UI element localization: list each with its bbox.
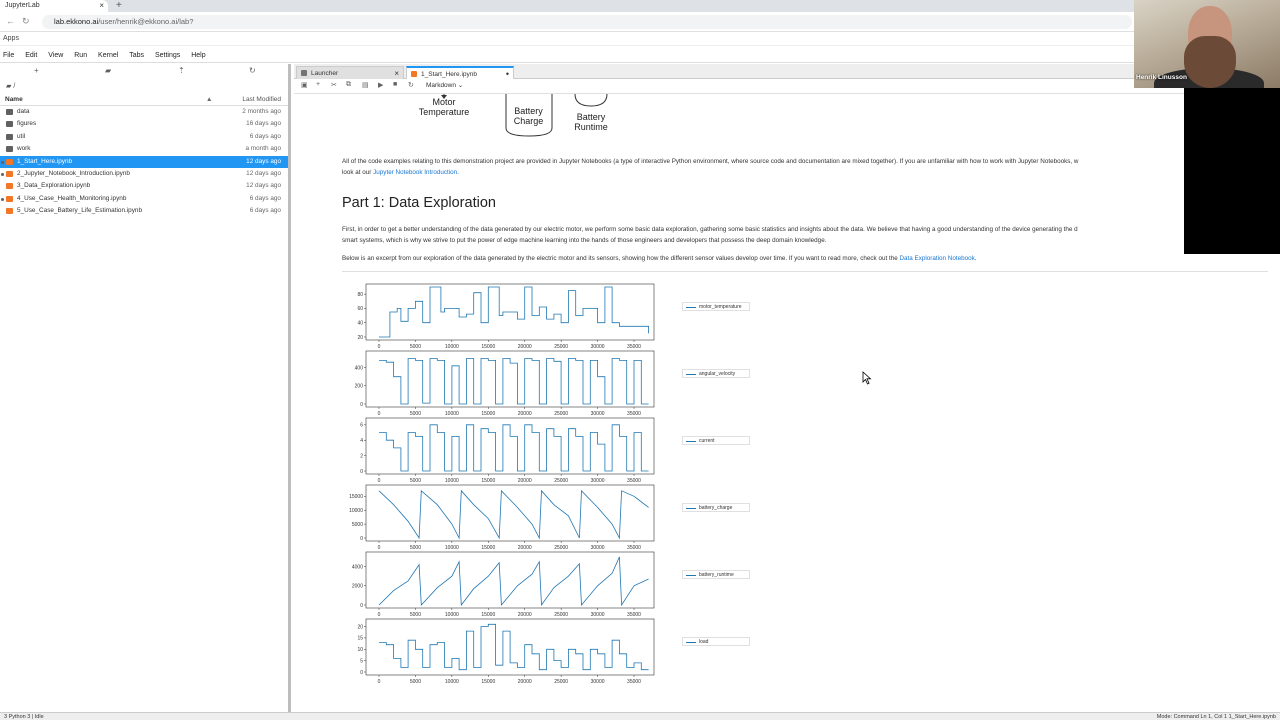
diagram-label-battery-runtime: Battery Runtime xyxy=(574,112,608,132)
tab-label: 1_Start_Here.ipynb xyxy=(421,71,478,78)
folder-icon xyxy=(6,109,13,115)
x-tick-label: 5000 xyxy=(409,545,421,550)
x-tick-label: 10000 xyxy=(444,411,459,416)
menu-help[interactable]: Help xyxy=(191,52,206,59)
close-icon[interactable]: × xyxy=(394,69,399,78)
x-tick-label: 15000 xyxy=(481,411,496,416)
legend-angular-velocity: angular_velocity xyxy=(682,369,750,378)
url-path: /user/henrik@ekkono.ai/lab? xyxy=(98,17,194,26)
y-tick-label: 15000 xyxy=(349,494,363,501)
bookmarks-bar xyxy=(0,32,1280,46)
paragraph-intro-line2 xyxy=(342,167,1242,178)
x-tick-label: 35000 xyxy=(627,545,641,550)
series-line xyxy=(379,491,649,538)
browser-tab-bar xyxy=(0,0,1280,12)
restart-icon[interactable]: ↻ xyxy=(408,82,414,89)
running-dot-icon xyxy=(1,173,4,176)
bookmark-apps[interactable]: Apps xyxy=(3,35,19,42)
y-tick-label: 200 xyxy=(354,383,363,390)
x-tick-label: 35000 xyxy=(627,478,641,483)
file-row-selected[interactable] xyxy=(0,156,288,168)
y-tick-label: 0 xyxy=(360,535,363,542)
x-tick-label: 20000 xyxy=(517,679,532,684)
x-tick-label: 20000 xyxy=(517,411,532,416)
y-tick-label: 15 xyxy=(357,635,363,642)
x-tick-label: 30000 xyxy=(590,478,605,483)
y-tick-label: 0 xyxy=(360,468,363,475)
x-tick-label: 20000 xyxy=(517,478,532,483)
folder-icon[interactable]: ▰ xyxy=(6,83,12,90)
series-line xyxy=(379,557,649,605)
y-tick-label: 20 xyxy=(357,334,363,341)
file-browser-toolbar xyxy=(0,64,288,80)
y-tick-label: 6 xyxy=(360,422,363,429)
file-date: 6 days ago xyxy=(249,132,281,140)
x-tick-label: 15000 xyxy=(481,679,496,684)
launcher-icon xyxy=(301,70,307,76)
new-folder-icon[interactable]: ▰ xyxy=(105,66,112,75)
x-tick-label: 20000 xyxy=(517,344,532,349)
x-tick-label: 25000 xyxy=(554,478,569,483)
chart-battery-charge xyxy=(342,483,662,550)
series-line xyxy=(379,624,649,669)
chart-motor-temperature xyxy=(342,282,662,349)
reload-icon[interactable]: ↻ xyxy=(22,16,30,26)
y-tick-label: 4 xyxy=(360,438,363,445)
y-tick-label: 2 xyxy=(360,453,363,460)
chart-load xyxy=(342,617,662,684)
mouse-cursor-icon xyxy=(862,371,872,385)
paste-icon[interactable]: ▤ xyxy=(362,82,369,89)
jupyter-intro-link[interactable]: Jupyter Notebook Introduction xyxy=(373,169,458,176)
file-row[interactable] xyxy=(0,180,288,192)
series-line xyxy=(379,425,649,471)
new-tab-button[interactable]: + xyxy=(116,0,122,11)
notebook-icon xyxy=(411,71,417,77)
x-tick-label: 30000 xyxy=(590,612,605,617)
menu-view[interactable]: View xyxy=(48,52,64,59)
notebook-toolbar xyxy=(294,79,1280,94)
y-tick-label: 80 xyxy=(357,291,363,298)
file-name: 2_Jupyter_Notebook_Introduction.ipynb xyxy=(17,169,130,177)
legend-battery-charge: battery_charge xyxy=(682,503,750,512)
file-date: 6 days ago xyxy=(249,207,281,215)
y-tick-label: 0 xyxy=(360,602,363,609)
file-date: 2 months ago xyxy=(242,108,281,115)
x-tick-label: 15000 xyxy=(481,344,496,349)
status-bar xyxy=(0,712,1280,720)
chevron-down-icon: ⌄ xyxy=(457,82,464,89)
menu-settings[interactable]: Settings xyxy=(154,52,181,59)
y-tick-label: 40 xyxy=(357,320,363,327)
kernel-status[interactable]: 3 Python 3 | Idle xyxy=(4,714,44,720)
notebook-icon xyxy=(6,159,13,165)
file-name: 5_Use_Case_Battery_Life_Estimation.ipynb xyxy=(17,207,143,215)
diagram-label-motor-temperature: Motor Temperature xyxy=(418,97,470,117)
menu-tabs[interactable]: Tabs xyxy=(129,52,145,59)
chart-current xyxy=(342,416,662,483)
file-name: 3_Data_Exploration.ipynb xyxy=(17,182,91,190)
menu-run[interactable]: Run xyxy=(74,52,88,59)
tab-launcher[interactable] xyxy=(296,66,404,79)
y-tick-label: 5 xyxy=(360,658,363,665)
notebook-icon xyxy=(6,183,13,189)
menu-edit[interactable]: Edit xyxy=(25,52,38,59)
x-tick-label: 10000 xyxy=(444,545,459,550)
running-dot-icon xyxy=(1,198,4,201)
file-row[interactable] xyxy=(0,106,288,118)
file-name: 4_Use_Case_Health_Monitoring.ipynb xyxy=(17,194,127,202)
y-tick-label: 0 xyxy=(360,669,363,676)
column-name[interactable]: Name xyxy=(5,96,23,103)
sensor-charts xyxy=(342,282,772,692)
dock-tab-bar xyxy=(294,64,1280,79)
file-list xyxy=(0,106,288,218)
file-row[interactable] xyxy=(0,131,288,143)
x-tick-label: 10000 xyxy=(444,679,459,684)
notebook-content[interactable] xyxy=(294,94,1280,712)
diagram-label-battery-charge: Battery Charge xyxy=(513,106,544,126)
run-icon[interactable]: ▶ xyxy=(378,82,384,89)
series-line xyxy=(379,359,649,405)
y-tick-label: 400 xyxy=(354,365,363,372)
file-browser xyxy=(0,64,291,712)
data-exploration-link[interactable]: Data Exploration Notebook xyxy=(899,255,975,262)
copy-icon[interactable]: ⧉ xyxy=(346,81,351,88)
url-host: lab.ekkono.ai xyxy=(54,17,99,26)
chart-battery-runtime xyxy=(342,550,662,617)
x-tick-label: 25000 xyxy=(554,612,569,617)
folder-icon xyxy=(6,146,13,152)
stop-icon[interactable]: ■ xyxy=(393,81,398,88)
x-tick-label: 0 xyxy=(377,545,381,550)
y-tick-label: 10 xyxy=(357,647,363,654)
file-row[interactable] xyxy=(0,143,288,155)
back-icon[interactable]: ← xyxy=(6,16,15,26)
running-dot-icon xyxy=(1,161,4,164)
breadcrumb-path[interactable]: / xyxy=(13,83,16,90)
notebook-icon xyxy=(6,171,13,177)
file-row[interactable] xyxy=(0,118,288,130)
menu-file[interactable]: File xyxy=(3,52,15,59)
x-tick-label: 15000 xyxy=(481,612,496,617)
paragraph-intro xyxy=(342,156,1242,178)
x-tick-label: 35000 xyxy=(627,612,641,617)
x-tick-label: 35000 xyxy=(627,411,641,416)
address-bar[interactable] xyxy=(42,15,1132,29)
cell-type-value: Markdown xyxy=(426,82,456,89)
editor-status: Mode: Command Ln 1, Col 1 1_Start_Here.ipynb xyxy=(1156,714,1276,720)
x-tick-label: 30000 xyxy=(590,344,605,349)
file-date: 12 days ago xyxy=(246,182,281,190)
x-tick-label: 5000 xyxy=(409,478,421,483)
cell-type-select[interactable] xyxy=(426,81,463,89)
paragraph-exploration-line1: First, in order to get a better understanding of the data generated by our electric motor, we perform some basic data exploration, gathering some basic statistics and insights about the data. We believe that having a good understanding of the device generating the d xyxy=(342,226,1078,233)
column-last-modified[interactable]: Last Modified xyxy=(242,96,281,103)
file-name: util xyxy=(17,132,26,140)
paragraph-intro-text: look at our xyxy=(342,169,374,176)
file-date: 12 days ago xyxy=(246,157,281,165)
menu-kernel[interactable]: Kernel xyxy=(98,52,119,59)
y-tick-label: 60 xyxy=(357,306,363,313)
cut-icon[interactable]: ✂ xyxy=(331,82,337,89)
folder-icon xyxy=(6,121,13,127)
x-tick-label: 15000 xyxy=(481,478,496,483)
x-tick-label: 5000 xyxy=(409,344,421,349)
notebook-icon xyxy=(6,196,13,202)
file-row[interactable] xyxy=(0,205,288,217)
x-tick-label: 10000 xyxy=(444,612,459,617)
x-tick-label: 10000 xyxy=(444,344,459,349)
legend-current: current xyxy=(682,436,750,445)
x-tick-label: 25000 xyxy=(554,411,569,416)
black-panel xyxy=(1184,88,1280,254)
cell-divider xyxy=(342,271,1268,272)
x-tick-label: 25000 xyxy=(554,545,569,550)
paragraph-exploration xyxy=(342,224,1242,246)
tab-label: Launcher xyxy=(311,70,339,77)
file-date: 16 days ago xyxy=(246,120,281,128)
x-tick-label: 0 xyxy=(377,612,381,617)
x-tick-label: 35000 xyxy=(627,344,641,349)
x-tick-label: 30000 xyxy=(590,545,605,550)
x-tick-label: 5000 xyxy=(409,679,421,684)
x-tick-label: 5000 xyxy=(409,411,421,416)
add-cell-icon[interactable]: + xyxy=(316,81,321,88)
chart-angular-velocity xyxy=(342,349,662,416)
paragraph-exploration-line2: smart systems, which is why we strive to put the power of edge machine learning into the hands of those engineers and developers that possess the deep domain knowledge. xyxy=(342,237,827,244)
x-tick-label: 25000 xyxy=(554,679,569,684)
x-tick-label: 35000 xyxy=(627,679,641,684)
legend-battery-runtime: battery_runtime xyxy=(682,570,750,579)
notebook-icon xyxy=(6,208,13,214)
sort-up-icon: ▲ xyxy=(206,96,213,103)
file-name: work xyxy=(17,145,31,153)
file-date: 6 days ago xyxy=(249,194,281,202)
plot-frame xyxy=(366,485,654,541)
file-name: figures xyxy=(17,120,37,128)
breadcrumb xyxy=(0,80,288,93)
new-launcher-icon[interactable]: + xyxy=(34,66,39,75)
browser-tab-title: JupyterLab xyxy=(5,2,40,9)
file-name: data xyxy=(17,108,30,115)
webcam-name-label: Henrik Linusson xyxy=(1136,74,1187,81)
x-tick-label: 20000 xyxy=(517,612,532,617)
refresh-icon[interactable]: ↻ xyxy=(249,66,256,75)
upload-icon[interactable]: ⇡ xyxy=(178,66,185,75)
folder-icon xyxy=(6,134,13,140)
menu-bar xyxy=(0,48,1280,63)
x-tick-label: 5000 xyxy=(409,612,421,617)
series-line xyxy=(379,287,649,337)
y-tick-label: 0 xyxy=(360,401,363,408)
browser-toolbar xyxy=(0,12,1280,32)
paragraph-intro-end: . xyxy=(457,169,459,176)
file-list-header xyxy=(0,93,288,106)
x-tick-label: 30000 xyxy=(590,679,605,684)
x-tick-label: 0 xyxy=(377,411,381,416)
close-tab-icon[interactable]: × xyxy=(99,1,104,10)
paragraph-intro-line1: All of the code examples relating to this demonstration project are provided in Jupyter Notebooks (a type of interactive Python environment, where source code and documentation are mixed together). If you are unfamiliar with how to work with Jupyter Notebooks, w xyxy=(342,158,1079,165)
file-row[interactable] xyxy=(0,168,288,180)
file-name: 1_Start_Here.ipynb xyxy=(17,157,73,165)
browser-tab[interactable] xyxy=(0,0,108,12)
legend-motor-temperature: motor_temperature xyxy=(682,302,750,311)
paragraph-excerpt-end: . xyxy=(974,255,977,262)
paragraph-excerpt xyxy=(342,253,1242,264)
x-tick-label: 0 xyxy=(377,679,381,684)
x-tick-label: 15000 xyxy=(481,545,496,550)
x-tick-label: 20000 xyxy=(517,545,532,550)
y-tick-label: 4000 xyxy=(351,564,363,571)
y-tick-label: 5000 xyxy=(351,521,363,528)
file-row[interactable] xyxy=(0,193,288,205)
section-heading: Part 1: Data Exploration xyxy=(342,195,496,211)
paragraph-excerpt-text: Below is an excerpt from our exploration of the data generated by the electric motor and its sensors, showing how the different sensor values develop over time. If you want to read more, check out the xyxy=(342,255,900,262)
legend-load: load xyxy=(682,637,750,646)
y-tick-label: 2000 xyxy=(351,583,363,590)
y-tick-label: 20 xyxy=(357,624,363,631)
x-tick-label: 0 xyxy=(377,344,381,349)
tab-start-here[interactable] xyxy=(406,66,514,79)
unsaved-dot-icon[interactable]: • xyxy=(505,69,509,79)
x-tick-label: 30000 xyxy=(590,411,605,416)
x-tick-label: 25000 xyxy=(554,344,569,349)
x-tick-label: 10000 xyxy=(444,478,459,483)
file-date: a month ago xyxy=(245,145,281,153)
save-icon[interactable]: ▣ xyxy=(301,82,308,89)
y-tick-label: 10000 xyxy=(349,508,363,515)
x-tick-label: 0 xyxy=(377,478,381,483)
file-date: 12 days ago xyxy=(246,169,281,177)
